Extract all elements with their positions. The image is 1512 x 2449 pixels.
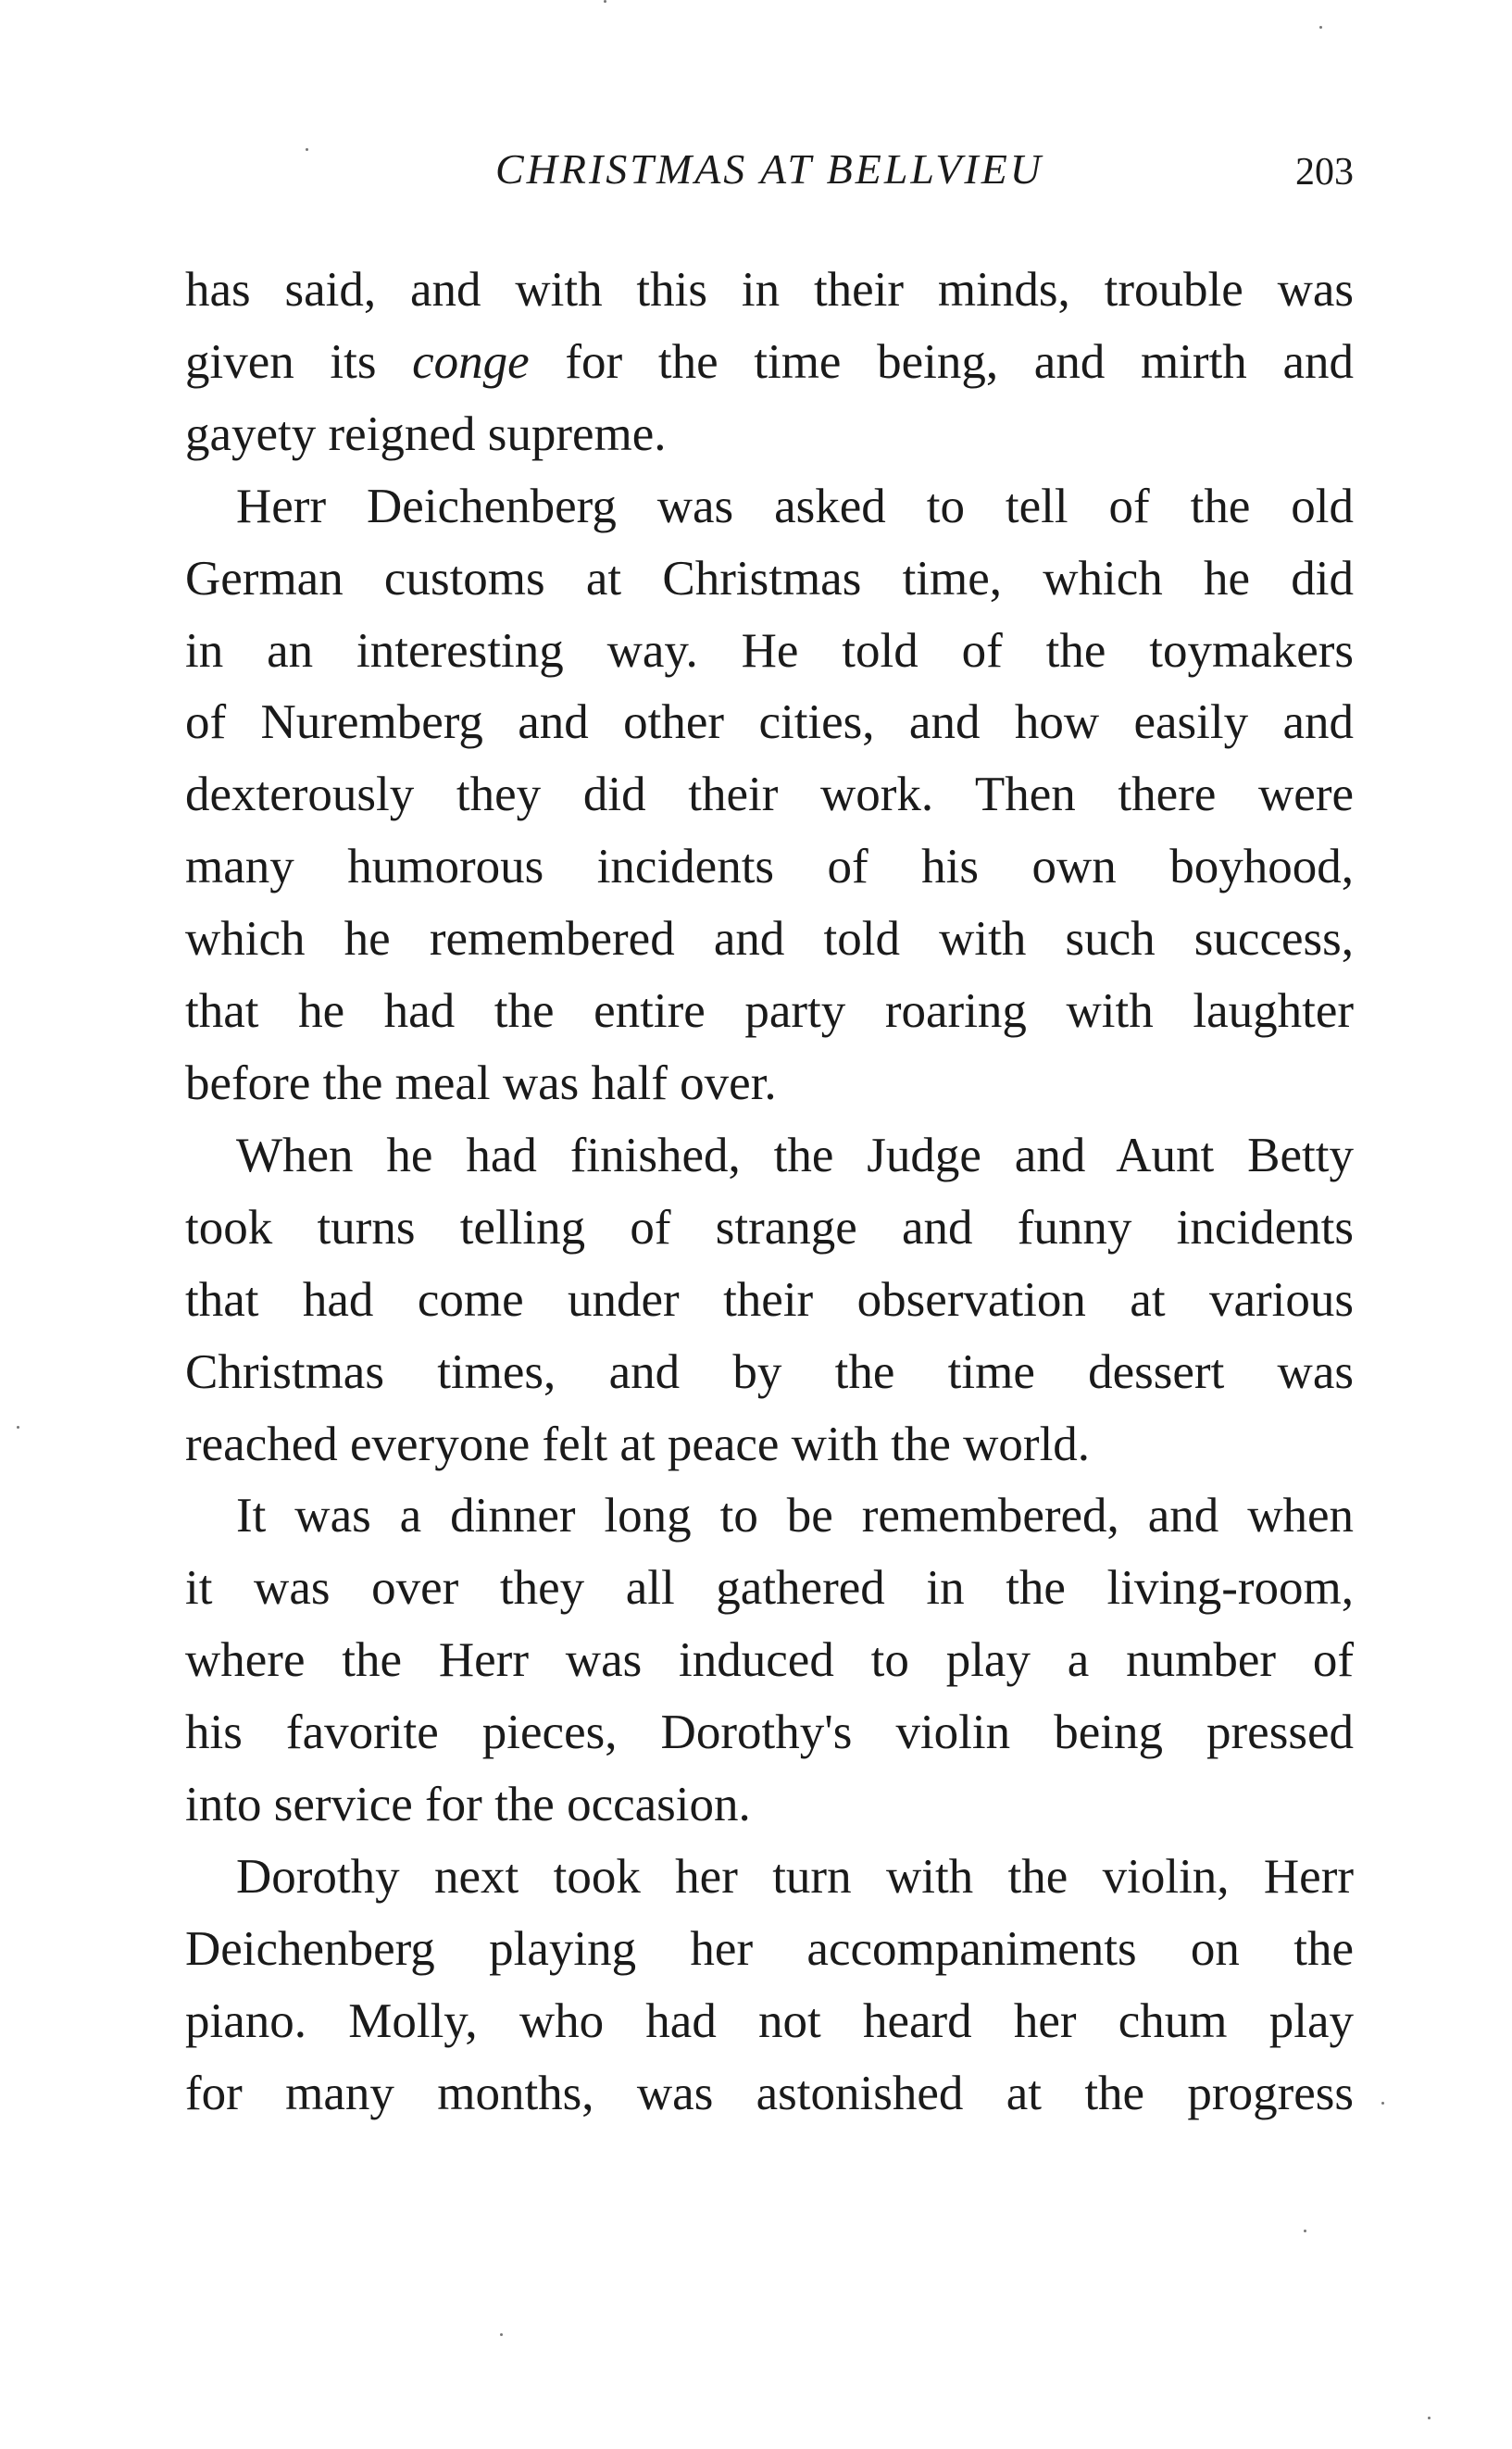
text-line: Herr Deichenberg was asked to tell of the old [236, 479, 1354, 533]
text-line: took turns telling of strange and funny incidents [185, 1200, 1354, 1255]
paper-speck [1304, 2230, 1306, 2232]
page-number: 203 [1295, 151, 1354, 194]
paragraph-1 [185, 255, 1354, 471]
text-fragment: given its [185, 334, 413, 389]
text-line: Christmas times, and by the time dessert was [185, 1344, 1354, 1399]
paragraph-5 [185, 1842, 1354, 2130]
paper-speck [1319, 26, 1322, 29]
text-line: of Nuremberg and other cities, and how easily and [185, 695, 1354, 750]
text-line: reached everyone felt at peace with the world. [185, 1417, 1091, 1471]
text-line: gayety reigned supreme. [185, 406, 667, 461]
text-line: into service for the occasion. [185, 1778, 751, 1832]
paragraph-3 [185, 1120, 1354, 1481]
text-fragment: for the time being, and mirth and [529, 334, 1354, 389]
paper-speck [306, 148, 308, 151]
text-line: has said, and with this in their minds, trouble was [185, 263, 1354, 317]
paper-speck [17, 1426, 19, 1429]
italic-word: conge [412, 334, 530, 389]
text-line: It was a dinner long to be remembered, and when [236, 1489, 1354, 1543]
paper-speck [500, 2333, 503, 2336]
paragraph-2 [185, 471, 1354, 1120]
text-line: When he had finished, the Judge and Aunt Betty [236, 1128, 1354, 1182]
text-line: before the meal was half over. [185, 1056, 777, 1110]
text-line: German customs at Christmas time, which he did [185, 551, 1354, 606]
text-line: that he had the entire party roaring with laughter [185, 984, 1354, 1039]
text-line: piano. Molly, who had not heard her chum play [185, 1993, 1354, 2048]
running-title: CHRISTMAS AT BELLVIEU [494, 145, 1044, 193]
text-line: it was over they all gathered in the living-room, [185, 1561, 1354, 1616]
text-line: that had come under their observation at various [185, 1272, 1354, 1327]
text-line: where the Herr was induced to play a number of [185, 1633, 1354, 1688]
paper-speck [1381, 2102, 1384, 2105]
text-line: for many months, was astonished at the progress [185, 2066, 1354, 2120]
running-head [185, 139, 1354, 204]
text-line: Deichenberg playing her accompaniments on the [185, 1921, 1354, 1976]
text-line: his favorite pieces, Dorothy's violin being pressed [185, 1706, 1354, 1760]
text-line [185, 327, 1354, 399]
text-line: dexterously they did their work. Then there were [185, 768, 1354, 822]
text-line: which he remembered and told with such success, [185, 912, 1354, 967]
paper-speck [604, 0, 606, 3]
paragraph-4 [185, 1481, 1354, 1842]
text-line: in an interesting way. He told of the toymakers [185, 623, 1354, 678]
text-line: Dorothy next took her turn with the violin, Herr [236, 1849, 1354, 1904]
paper-speck [1428, 2417, 1431, 2419]
text-line: many humorous incidents of his own boyhood, [185, 840, 1354, 894]
body-text [185, 255, 1354, 2130]
